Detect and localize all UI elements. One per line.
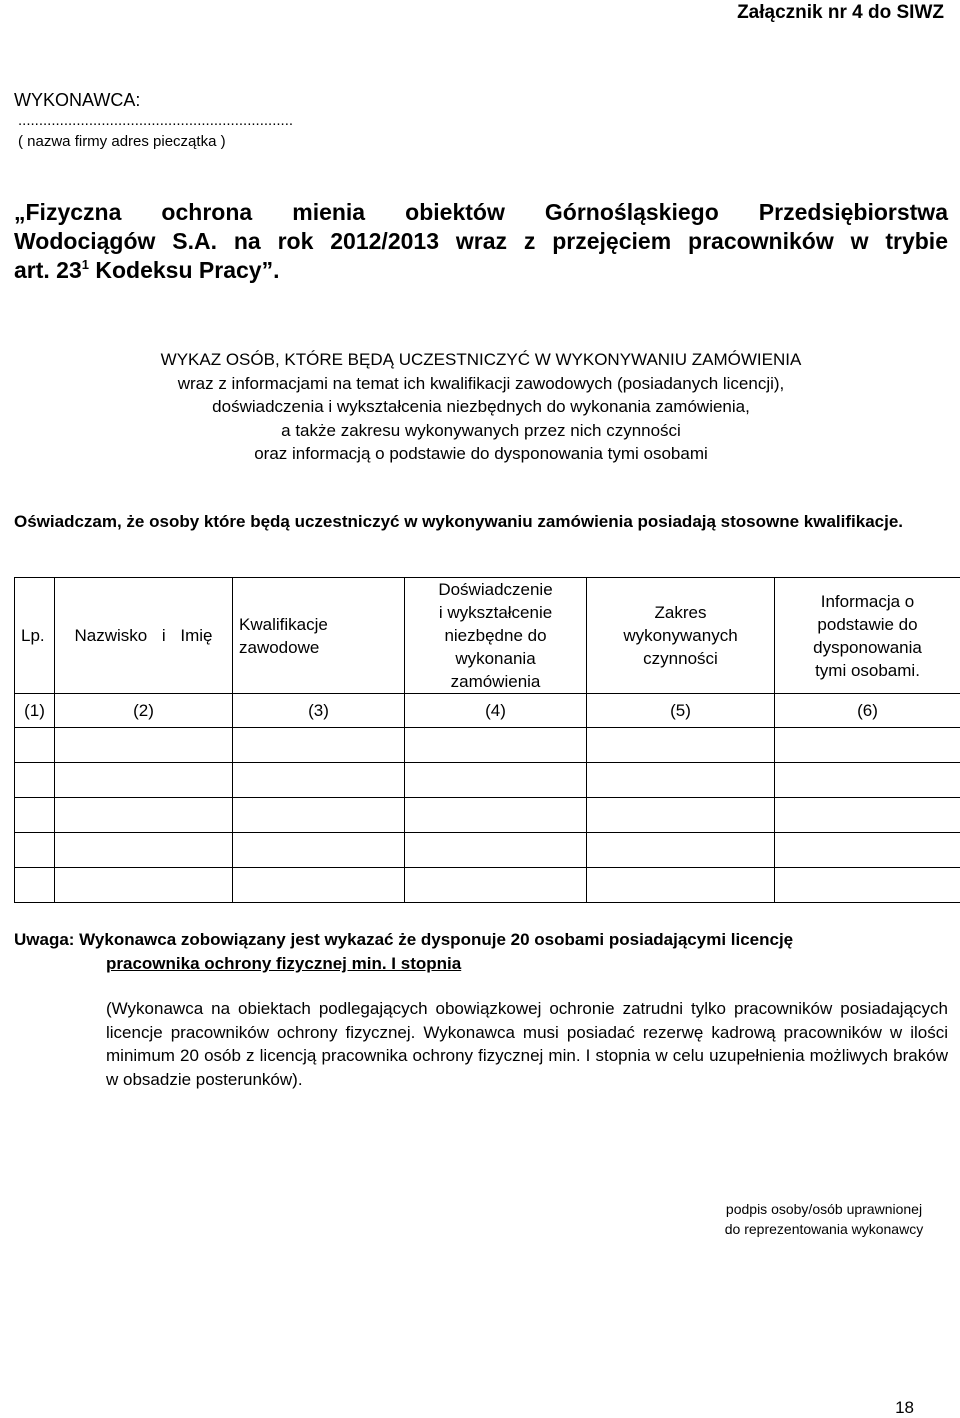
table-cell[interactable] bbox=[15, 763, 55, 798]
table-cell[interactable] bbox=[587, 763, 775, 798]
table-cell[interactable] bbox=[55, 833, 233, 868]
contractor-hint: ( nazwa firmy adres pieczątka ) bbox=[18, 133, 226, 150]
table-row bbox=[15, 868, 960, 903]
title-code: Kodeksu Pracy”. bbox=[89, 257, 279, 283]
contractor-name-field: .................................................................. bbox=[18, 112, 293, 129]
table-cell[interactable] bbox=[233, 728, 405, 763]
column-header-experience: Doświadczenie i wykształcenie niezbędne do wykonania zamówienia bbox=[405, 578, 587, 694]
title-line-2: Wodociągów S.A. na rok 2012/2013 wraz z przejęciem pracowników w trybie bbox=[14, 227, 948, 256]
table-cell[interactable] bbox=[15, 833, 55, 868]
table-cell[interactable] bbox=[587, 833, 775, 868]
table-cell[interactable] bbox=[587, 728, 775, 763]
note-text bbox=[14, 928, 948, 976]
title-superscript: 1 bbox=[82, 257, 89, 272]
table-cell[interactable] bbox=[15, 798, 55, 833]
heading-line-2: wraz z informacjami na temat ich kwalifikacji zawodowych (posiadanych licencji), bbox=[14, 372, 948, 396]
note-continuation: pracownika ochrony fizycznej min. I stopnia bbox=[14, 952, 948, 976]
column-number: (4) bbox=[405, 694, 587, 728]
column-header-name: Nazwisko i Imię bbox=[55, 578, 233, 694]
table-row bbox=[15, 728, 960, 763]
column-number: (3) bbox=[233, 694, 405, 728]
persons-table bbox=[14, 577, 960, 903]
heading-line-3: doświadczenia i wykształcenia niezbędnych do wykonania zamówienia, bbox=[14, 395, 948, 419]
table-cell[interactable] bbox=[55, 868, 233, 903]
table-cell[interactable] bbox=[55, 763, 233, 798]
table-row bbox=[15, 798, 960, 833]
table-cell[interactable] bbox=[405, 728, 587, 763]
column-number: (2) bbox=[55, 694, 233, 728]
heading-line-1: WYKAZ OSÓB, KTÓRE BĘDĄ UCZESTNICZYĆ W WYKONYWANIU ZAMÓWIENIA bbox=[14, 348, 948, 372]
table-cell[interactable] bbox=[233, 833, 405, 868]
document-title bbox=[14, 198, 948, 285]
column-number: (6) bbox=[775, 694, 960, 728]
table-cell[interactable] bbox=[775, 798, 960, 833]
note-main: Uwaga: Wykonawca zobowiązany jest wykazać że dysponuje 20 osobami posiadającymi licencję bbox=[14, 930, 793, 949]
column-header-qualifications: Kwalifikacje zawodowe bbox=[233, 578, 405, 694]
table-cell[interactable] bbox=[405, 868, 587, 903]
column-header-info: Informacja o podstawie do dysponowania tymi osobami. bbox=[775, 578, 960, 694]
column-number: (1) bbox=[15, 694, 55, 728]
table-cell[interactable] bbox=[233, 868, 405, 903]
table-cell[interactable] bbox=[775, 833, 960, 868]
page-number: 18 bbox=[895, 1398, 914, 1418]
table-cell[interactable] bbox=[775, 868, 960, 903]
table-cell[interactable] bbox=[587, 798, 775, 833]
table-cell[interactable] bbox=[233, 763, 405, 798]
signature-line-1: podpis osoby/osób uprawnionej bbox=[700, 1199, 948, 1219]
title-article: art. 23 bbox=[14, 257, 82, 283]
table-row bbox=[15, 763, 960, 798]
table-cell[interactable] bbox=[15, 868, 55, 903]
signature-caption bbox=[700, 1199, 948, 1239]
table-cell[interactable] bbox=[775, 763, 960, 798]
table-cell[interactable] bbox=[405, 798, 587, 833]
title-line-3 bbox=[14, 256, 948, 285]
heading-line-5: oraz informacją o podstawie do dysponowania tymi osobami bbox=[14, 442, 948, 466]
table-cell[interactable] bbox=[405, 833, 587, 868]
column-header-scope: Zakres wykonywanych czynności bbox=[587, 578, 775, 694]
table-cell[interactable] bbox=[587, 868, 775, 903]
attachment-label: Załącznik nr 4 do SIWZ bbox=[737, 2, 944, 24]
contractor-label: WYKONAWCA: bbox=[14, 90, 140, 111]
column-number: (5) bbox=[587, 694, 775, 728]
table-row bbox=[15, 833, 960, 868]
column-header-lp: Lp. bbox=[15, 578, 55, 694]
table-cell[interactable] bbox=[405, 763, 587, 798]
table-number-row bbox=[15, 694, 960, 728]
table-cell[interactable] bbox=[233, 798, 405, 833]
table-cell[interactable] bbox=[55, 798, 233, 833]
table-header-row bbox=[15, 578, 960, 694]
table-cell[interactable] bbox=[55, 728, 233, 763]
contractor-requirement-text: (Wykonawca na obiektach podlegających obowiązkowej ochronie zatrudni tylko pracowników posiadających licencje pracowników ochrony fizycznej. Wykonawca musi posiadać rezerwę kadrową pracowników w ilości minimum 20 osób z licencją pracownika ochrony fizycznej min. I stopnia w celu uzupełnienia możliwych braków w obsadzie posterunków). bbox=[106, 997, 948, 1091]
declaration-text: Oświadczam, że osoby które będą uczestniczyć w wykonywaniu zamówienia posiadają stosowne kwalifikacje. bbox=[14, 510, 948, 534]
section-heading bbox=[14, 348, 948, 466]
title-line-1: „Fizyczna ochrona mienia obiektów Górnośląskiego Przedsiębiorstwa bbox=[14, 198, 948, 227]
table-cell[interactable] bbox=[15, 728, 55, 763]
signature-line-2: do reprezentowania wykonawcy bbox=[700, 1219, 948, 1239]
heading-line-4: a także zakresu wykonywanych przez nich czynności bbox=[14, 419, 948, 443]
table-cell[interactable] bbox=[775, 728, 960, 763]
